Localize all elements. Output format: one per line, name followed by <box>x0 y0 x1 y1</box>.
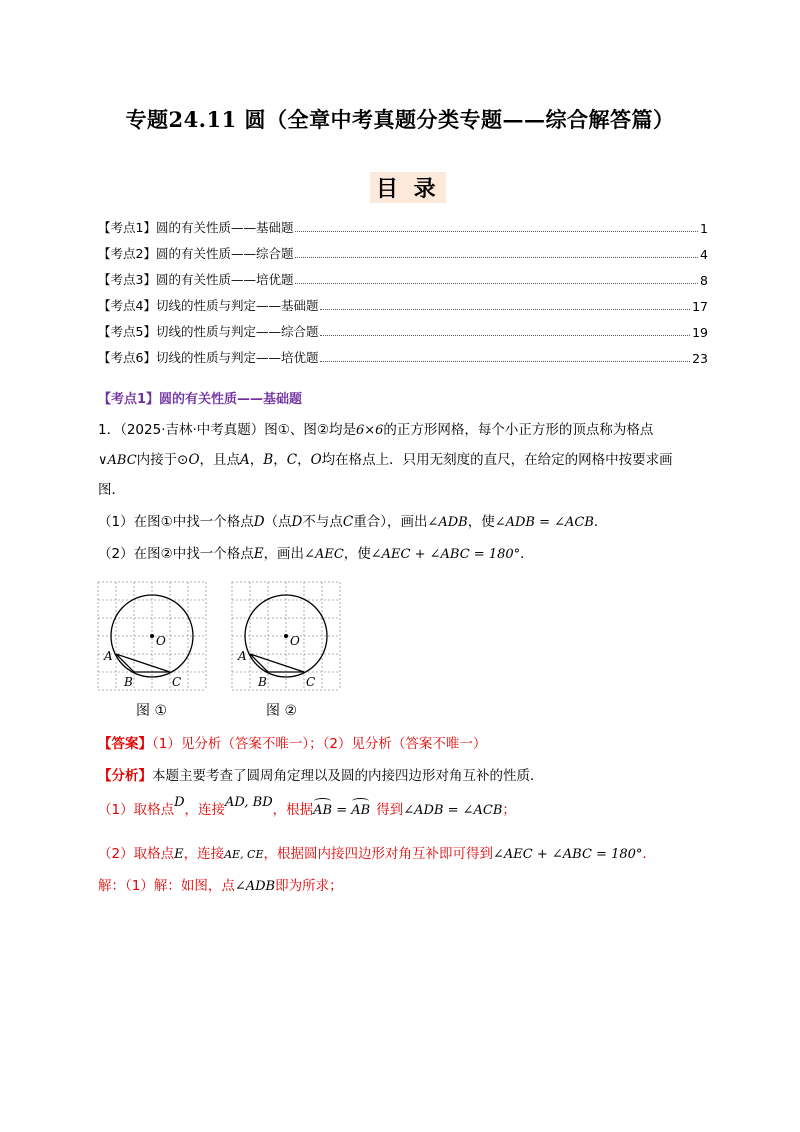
toc-leader <box>295 257 698 258</box>
label-a: A <box>104 649 113 663</box>
toc-item[interactable]: 【考点3】 圆的有关性质——培优题 8 <box>98 272 708 288</box>
figure-2-caption: 图 ② <box>266 703 298 719</box>
page-title: 专题24.11 圆（全章中考真题分类专题——综合解答篇） <box>125 107 675 132</box>
toc-item[interactable]: 【考点6】 切线的性质与判定——培优题 23 <box>98 350 708 366</box>
solution-line: 解：（1）解：如图，点∠ADB即为所求； <box>98 878 343 894</box>
toc-heading: 目 录 <box>370 172 446 203</box>
label-b: B <box>258 675 267 689</box>
center-point <box>284 634 288 638</box>
toc-item[interactable]: 【考点2】 圆的有关性质——综合题 4 <box>98 246 708 262</box>
problem-line-2: ∨ABC内接于⊙O，且点A，B，C，O均在格点上．只用无刻度的直尺，在给定的网格中按要求画 <box>98 452 673 468</box>
table-of-contents <box>98 210 708 366</box>
toc-page-number: 23 <box>692 351 708 366</box>
label-b: B <box>124 675 133 689</box>
toc-page-number: 4 <box>700 247 708 262</box>
toc-leader <box>320 309 690 310</box>
analysis-step-2: （2）取格点E，连接AE, CE，根据圆内接四边形对角互补即可得到∠AEC + ∠ABC = 180°． <box>98 846 656 862</box>
analysis-line: 【分析】本题主要考查了圆周角定理以及圆的内接四边形对角互补的性质． <box>98 768 544 784</box>
label-o: O <box>156 634 166 648</box>
question-2: （2）在图②中找一个格点E，画出∠AEC，使∠AEC + ∠ABC = 180°． <box>98 546 534 562</box>
label-c: C <box>172 675 182 689</box>
problem-line-1: 1．（2025·吉林·中考真题）图①、图②均是6×6的正方形网格，每个小正方形的顶点称为格点 <box>98 422 654 438</box>
answer-line: 【答案】（1）见分析（答案不唯一）；（2）见分析（答案不唯一） <box>98 736 487 752</box>
toc-item[interactable]: 【考点1】 圆的有关性质——基础题 1 <box>98 220 708 236</box>
label-o: O <box>290 634 300 648</box>
toc-leader <box>295 231 698 232</box>
toc-page-number: 8 <box>700 273 708 288</box>
label-c: C <box>306 675 316 689</box>
toc-page-number: 19 <box>692 325 708 340</box>
figure-2-grid <box>230 580 342 692</box>
toc-item[interactable]: 【考点4】 切线的性质与判定——基础题 17 <box>98 298 708 314</box>
label-a: A <box>238 649 247 663</box>
toc-leader <box>320 361 690 362</box>
toc-leader <box>295 283 698 284</box>
toc-page-number: 1 <box>700 221 708 236</box>
figure-1-caption: 图 ① <box>136 703 168 719</box>
toc-leader <box>320 335 690 336</box>
figure-1-grid <box>96 580 208 692</box>
question-1: （1）在图①中找一个格点D（点D不与点C重合），画出∠ADB，使∠ADB = ∠ACB． <box>98 514 608 530</box>
toc-page-number: 17 <box>692 299 708 314</box>
center-point <box>150 634 154 638</box>
analysis-step-1: （1）取格点D，连接AD, BD，根据AB = AB 得到∠ADB = ∠ACB； <box>98 800 708 821</box>
triangle-abc <box>116 654 170 672</box>
triangle-abc <box>250 654 304 672</box>
toc-item[interactable]: 【考点5】 切线的性质与判定——综合题 19 <box>98 324 708 340</box>
problem-line-3: 图． <box>98 482 125 498</box>
section-heading: 【考点1】圆的有关性质——基础题 <box>98 392 303 407</box>
